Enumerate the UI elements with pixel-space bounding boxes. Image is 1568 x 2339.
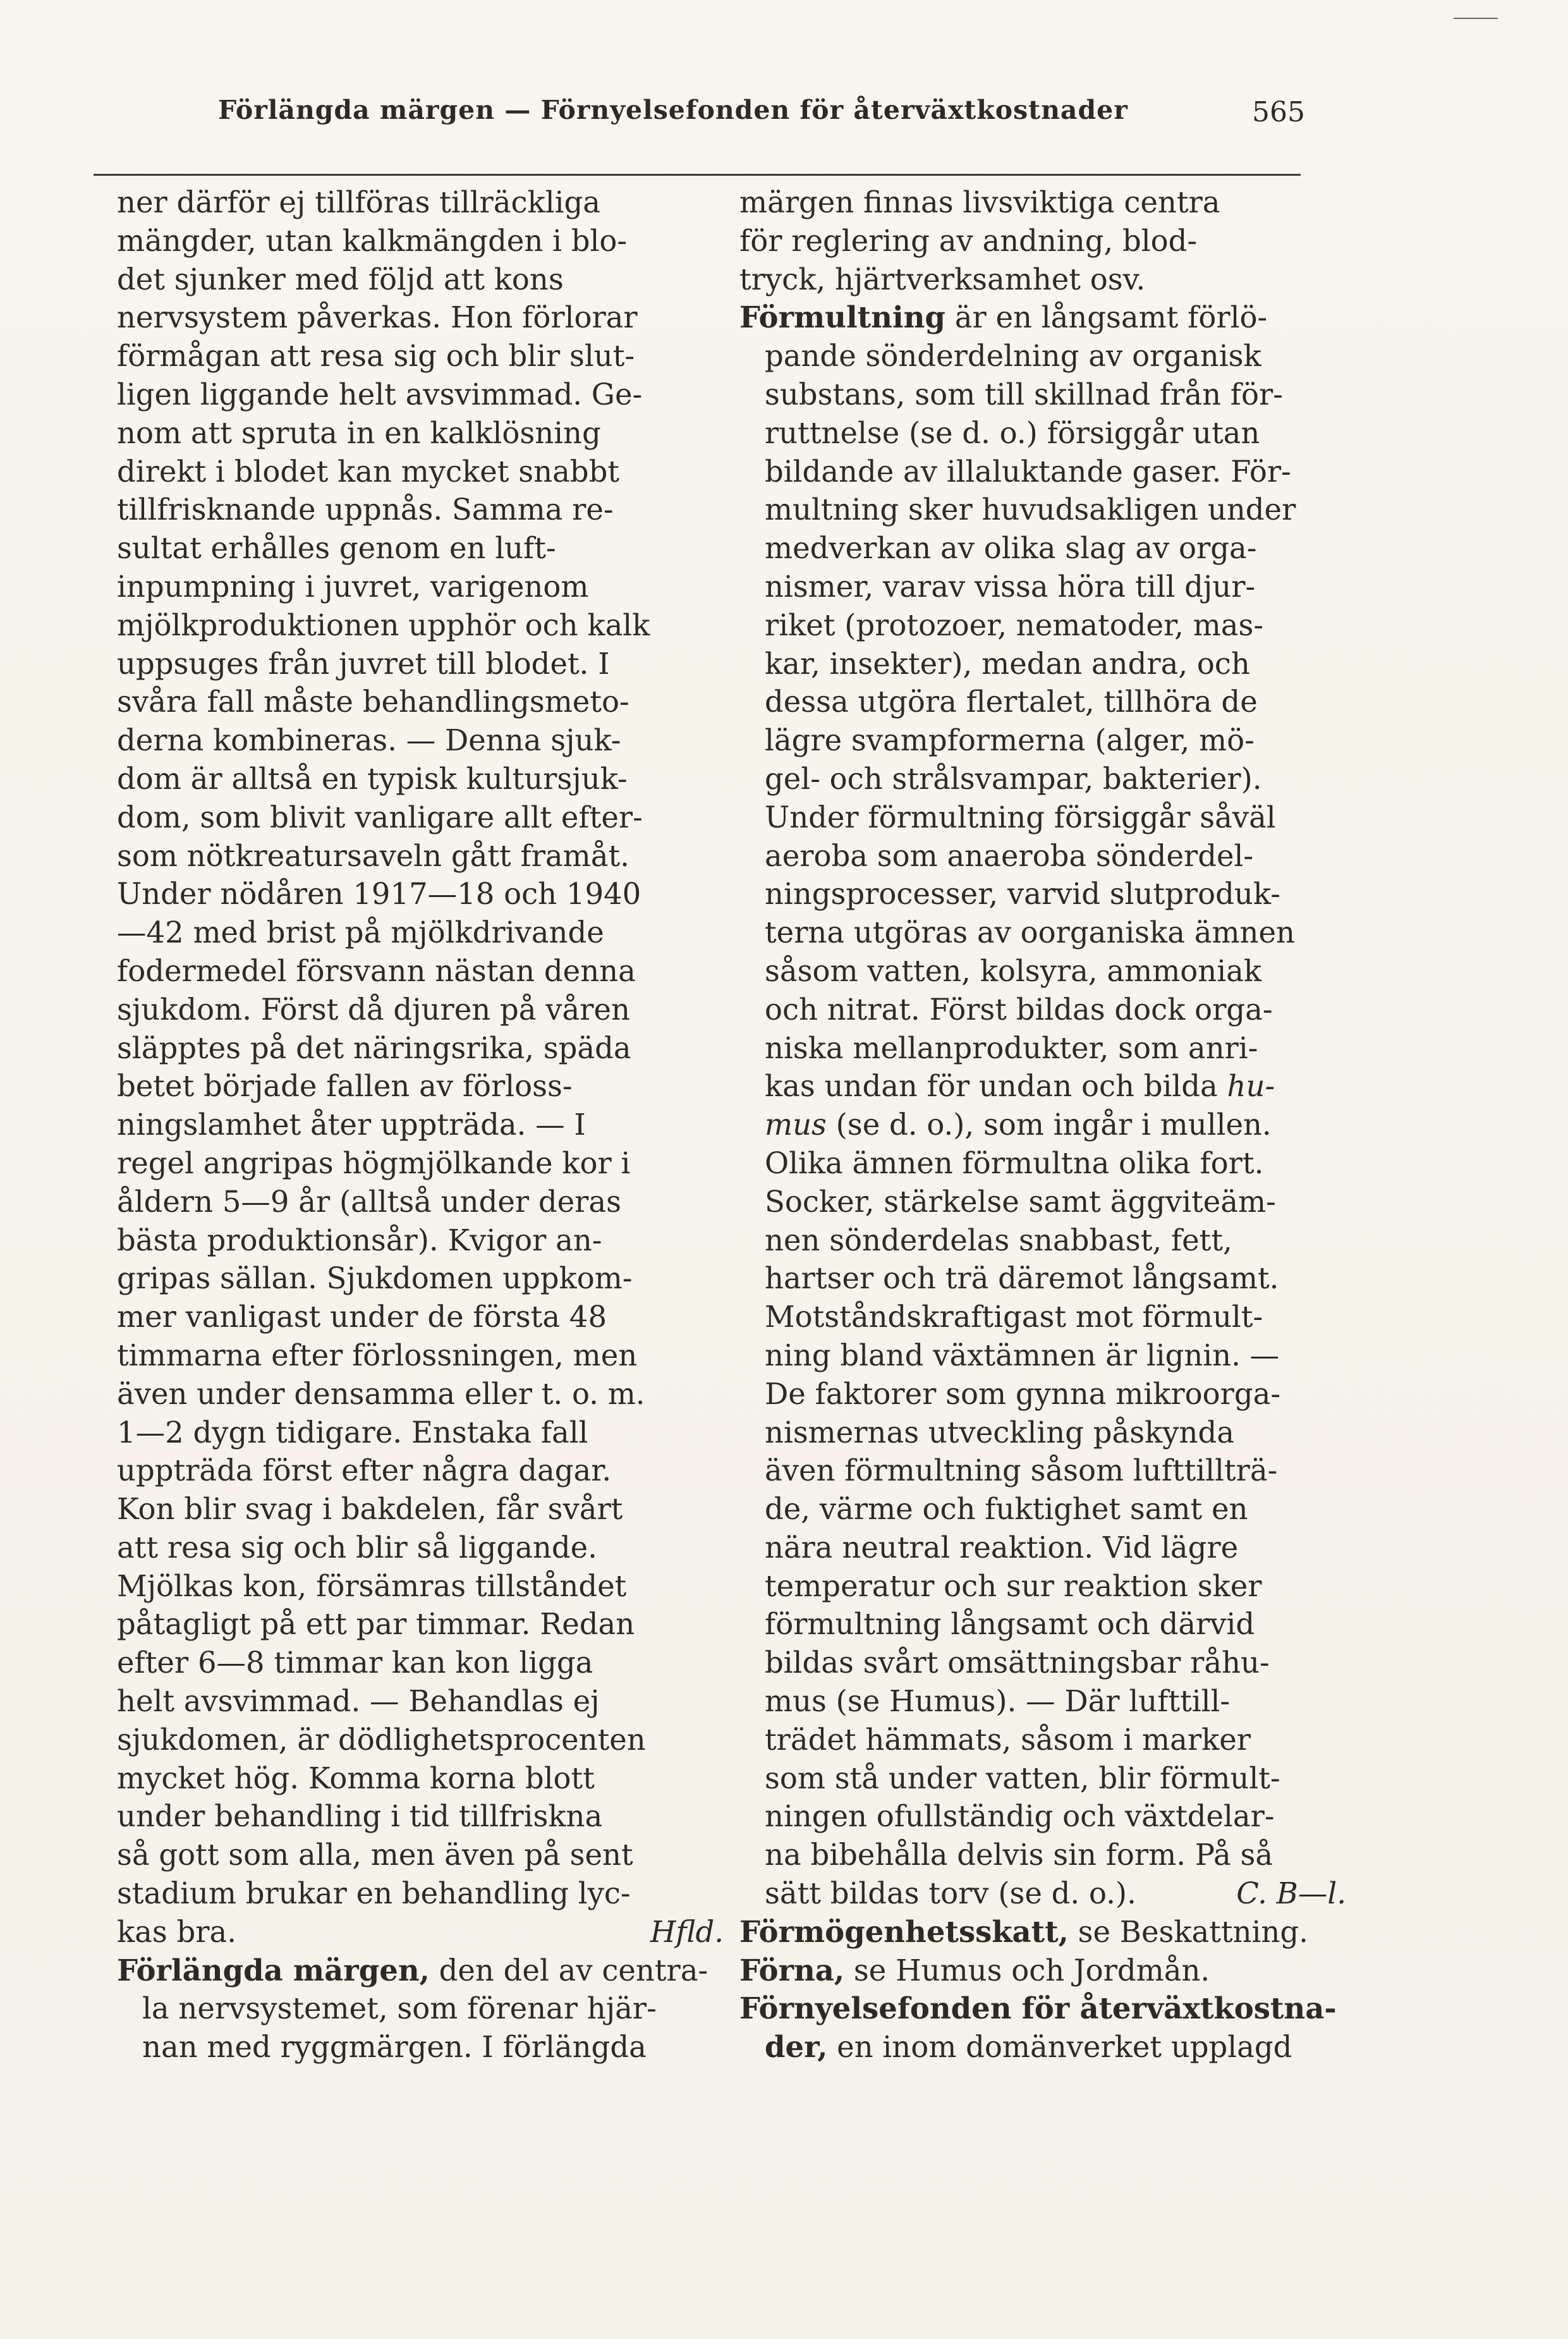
text-line: [739, 1874, 1346, 1913]
line-text: kas bra.: [117, 1914, 237, 1949]
line-text: derna kombineras. — Denna sjuk-: [117, 723, 621, 758]
line-text: nan med ryggmärgen. I förlängda: [142, 2030, 647, 2065]
text-line: [117, 2028, 724, 2067]
text-line: [117, 1567, 724, 1606]
text-line: [739, 260, 1346, 299]
line-text: under behandling i tid tillfriskna: [117, 1799, 603, 1834]
text-line: [739, 453, 1346, 491]
text-line: [739, 952, 1346, 991]
line-text: släpptes på det näringsrika, späda: [117, 1030, 631, 1065]
line-text: nen sönderdelas snabbast, fett,: [765, 1223, 1232, 1257]
text-line: [739, 1029, 1346, 1068]
line-text: riket (protozoer, nematoder, mas-: [765, 608, 1264, 642]
line-text: betet började fallen av förloss-: [117, 1069, 573, 1104]
line-text: som stå under vatten, blir förmult-: [765, 1761, 1280, 1795]
line-text: det sjunker med följd att kons: [117, 262, 564, 296]
line-text: mängder, utan kalkmängden i blo-: [117, 223, 628, 258]
text-line: [117, 837, 724, 876]
line-text: svåra fall måste behandlingsmeto-: [117, 685, 629, 719]
line-text: De faktorer som gynna mikroorga-: [765, 1376, 1281, 1411]
text-line: [117, 568, 724, 606]
line-text: sätt bildas torv (se d. o.).: [765, 1876, 1136, 1911]
text-line: [117, 260, 724, 299]
text-line: [739, 1414, 1346, 1452]
text-line: [739, 760, 1346, 798]
line-text: mycket hög. Komma korna blott: [117, 1761, 595, 1795]
line-text: bildas svårt omsättningsbar råhu-: [765, 1646, 1270, 1680]
text-line: [117, 1490, 724, 1529]
text-line: [117, 337, 724, 376]
line-text: även förmultning såsom lufttillträ-: [765, 1453, 1278, 1488]
text-line: [739, 1451, 1346, 1490]
line-text: för reglering av andning, blod-: [739, 223, 1198, 258]
text-line: [739, 1183, 1346, 1221]
text-line: [739, 683, 1346, 721]
line-text: en inom domänverket upplagd: [827, 2030, 1292, 2065]
line-text: mjölkproduktionen upphör och kalk: [117, 608, 650, 642]
line-text: substans, som till skillnad från för-: [765, 377, 1283, 412]
italic-term: hu-: [1227, 1069, 1275, 1104]
line-text: kas undan för undan och bilda: [765, 1069, 1227, 1104]
line-text: ning bland växtämnen är lignin. —: [765, 1338, 1280, 1372]
line-text: ner därför ej tillföras tillräckliga: [117, 185, 600, 219]
line-text: gel- och strålsvampar, bakterier).: [765, 761, 1262, 796]
running-header: [218, 95, 1305, 145]
header-title: Förlängda märgen — Förnyelsefonden för återväxtkostnader: [218, 95, 1128, 125]
text-line: [739, 1144, 1346, 1183]
text-line: [117, 1682, 724, 1721]
text-line: [739, 1605, 1346, 1644]
text-line: [739, 183, 1346, 222]
text-line: [739, 222, 1346, 260]
line-text: och nitrat. Först bildas dock orga-: [765, 992, 1273, 1027]
text-line: [739, 1989, 1346, 2028]
line-text: direkt i blodet kan mycket snabbt: [117, 454, 620, 489]
line-text: nismer, varav vissa höra till djur-: [765, 569, 1256, 604]
text-line: [739, 1836, 1346, 1874]
line-text: kar, insekter), medan andra, och: [765, 646, 1250, 681]
line-text: dom, som blivit vanligare allt efter-: [117, 800, 643, 834]
text-line: [117, 414, 724, 453]
line-text: tillfrisknande uppnås. Samma re-: [117, 492, 614, 527]
line-text: stadium brukar en behandling lyc-: [117, 1876, 631, 1911]
line-text: trädet hämmats, såsom i marker: [765, 1722, 1251, 1757]
text-line: [117, 529, 724, 568]
text-line: [739, 1951, 1346, 1990]
line-text: dom är alltså en typisk kultursjuk-: [117, 761, 628, 796]
text-line: [117, 913, 724, 952]
line-text: se Humus och Jordmån.: [844, 1953, 1210, 1988]
text-line: [117, 1605, 724, 1644]
line-text: Under förmultning försiggår såväl: [765, 800, 1276, 834]
text-line: [117, 1836, 724, 1874]
line-text: hartser och trä däremot långsamt.: [765, 1261, 1279, 1296]
line-text: 1—2 dygn tidigare. Enstaka fall: [117, 1415, 588, 1450]
line-text: Under nödåren 1917—18 och 1940: [117, 877, 641, 912]
text-line: [739, 529, 1346, 568]
author-signature: Hfld.: [650, 1914, 724, 1949]
line-text: la nervsystemet, som förenar hjär-: [142, 1991, 657, 2026]
text-line: [739, 1259, 1346, 1298]
text-line: [117, 1375, 724, 1414]
entry-headword: der,: [765, 2029, 828, 2065]
text-line: [117, 298, 724, 337]
text-line: [117, 1529, 724, 1567]
line-text: de, värme och fuktighet samt en: [765, 1492, 1248, 1527]
line-text: även under densamma eller t. o. m.: [117, 1376, 645, 1411]
text-line: [739, 1221, 1346, 1260]
line-text: na bibehålla delvis sin form. På så: [765, 1838, 1273, 1872]
text-line: [117, 875, 724, 913]
text-line: [117, 1336, 724, 1375]
text-line: [117, 606, 724, 645]
line-text: Mjölkas kon, försämras tillståndet: [117, 1568, 627, 1603]
author-signature: C. B—l.: [1236, 1876, 1346, 1911]
text-line: [117, 1414, 724, 1452]
line-text: den del av centra-: [429, 1953, 708, 1988]
text-line: [739, 1375, 1346, 1414]
text-line: [117, 1298, 724, 1336]
text-line: [117, 952, 724, 991]
text-line: [117, 1221, 724, 1260]
text-line: [739, 991, 1346, 1029]
line-text: åldern 5—9 år (alltså under deras: [117, 1184, 621, 1219]
text-line: [739, 875, 1346, 913]
text-line: [117, 991, 724, 1029]
text-line: [739, 298, 1346, 337]
text-line: [117, 645, 724, 683]
text-line: [739, 1529, 1346, 1567]
entry-headword: Förmultning: [739, 300, 945, 335]
line-text: terna utgöras av oorganiska ämnen: [765, 915, 1295, 950]
line-text: uppträda först efter några dagar.: [117, 1453, 612, 1488]
line-text: förmågan att resa sig och blir slut-: [117, 339, 635, 374]
text-line: [117, 1644, 724, 1682]
text-line: [739, 913, 1346, 952]
line-text: efter 6—8 timmar kan kon ligga: [117, 1646, 593, 1680]
text-line: [739, 798, 1346, 837]
line-text: tryck, hjärtverksamhet osv.: [739, 262, 1146, 296]
line-text: medverkan av olika slag av orga-: [765, 531, 1257, 566]
line-text: såsom vatten, kolsyra, ammoniak: [765, 953, 1262, 988]
line-text: (se d. o.), som ingår i mullen.: [826, 1108, 1272, 1142]
entry-headword: Förna,: [739, 1952, 845, 1988]
italic-term: mus: [765, 1108, 827, 1142]
text-line: [739, 1567, 1346, 1606]
text-line: [117, 183, 724, 222]
text-line: [739, 721, 1346, 760]
text-line: [739, 1682, 1346, 1721]
text-line: [117, 453, 724, 491]
line-text: ningen ofullständig och växtdelar-: [765, 1799, 1275, 1834]
line-text: ligen liggande helt avsvimmad. Ge-: [117, 377, 643, 412]
text-line: [739, 606, 1346, 645]
line-text: Kon blir svag i bakdelen, får svårt: [117, 1492, 623, 1527]
line-text: Socker, stärkelse samt äggviteäm-: [765, 1184, 1276, 1219]
line-text: sultat erhålles genom en luft-: [117, 531, 556, 566]
line-text: regel angripas högmjölkande kor i: [117, 1145, 631, 1180]
text-line: [117, 1451, 724, 1490]
line-text: lägre svampformerna (alger, mö-: [765, 723, 1255, 758]
page-number: 565: [1252, 96, 1305, 128]
text-line: [739, 837, 1346, 876]
text-line: [117, 1106, 724, 1144]
right-text-column: [739, 183, 1346, 2067]
line-text: Motståndskraftigast mot förmult-: [765, 1300, 1263, 1334]
text-line: [739, 2028, 1346, 2067]
entry-headword: Förnyelsefonden för återväxtkostna-: [739, 1991, 1337, 2026]
text-line: [117, 1259, 724, 1298]
line-text: Olika ämnen förmultna olika fort.: [765, 1145, 1264, 1180]
header-rule: [94, 174, 1301, 176]
line-text: märgen finnas livsviktiga centra: [739, 185, 1220, 219]
line-text: multning sker huvudsakligen under: [765, 492, 1296, 527]
line-text: pande sönderdelning av organisk: [765, 339, 1261, 374]
text-line: [117, 491, 724, 529]
line-text: ningslamhet åter uppträda. — I: [117, 1108, 586, 1142]
line-text: dessa utgöra flertalet, tillhöra de: [765, 685, 1258, 719]
line-text: aeroba som anaeroba sönderdel-: [765, 838, 1254, 873]
text-line: [117, 1874, 724, 1913]
line-text: nom att spruta in en kalklösning: [117, 415, 601, 450]
text-line: [739, 1336, 1346, 1375]
line-text: att resa sig och blir så liggande.: [117, 1530, 597, 1565]
line-text: nervsystem påverkas. Hon förlorar: [117, 300, 638, 335]
line-text: —42 med brist på mjölkdrivande: [117, 915, 604, 950]
line-text: ningsprocesser, varvid slutproduk-: [765, 877, 1280, 912]
line-text: påtagligt på ett par timmar. Redan: [117, 1607, 635, 1642]
entry-headword: Förlängda märgen,: [117, 1952, 430, 1988]
line-text: niska mellanprodukter, som anri-: [765, 1030, 1258, 1065]
line-text: bästa produktionsår). Kvigor an-: [117, 1223, 602, 1257]
text-line: [117, 721, 724, 760]
line-text: se Beskattning.: [1068, 1914, 1308, 1949]
text-line: [117, 376, 724, 414]
line-text: temperatur och sur reaktion sker: [765, 1568, 1262, 1603]
text-line: [739, 1759, 1346, 1798]
text-line: [739, 1721, 1346, 1759]
text-line: [117, 1951, 724, 1990]
line-text: fodermedel försvann nästan denna: [117, 953, 636, 988]
text-line: [117, 222, 724, 260]
text-line: [739, 337, 1346, 376]
text-line: [117, 1029, 724, 1068]
text-line: [117, 1067, 724, 1106]
line-text: uppsuges från juvret till blodet. I: [117, 646, 610, 681]
text-line: [117, 1797, 724, 1836]
text-line: [739, 645, 1346, 683]
text-line: [117, 1144, 724, 1183]
text-line: [117, 760, 724, 798]
line-text: mer vanligast under de första 48: [117, 1300, 607, 1334]
entry-headword: Förmögenhetsskatt,: [739, 1914, 1069, 1949]
text-line: [117, 1913, 724, 1951]
left-text-column: [117, 183, 724, 2067]
text-line: [739, 414, 1346, 453]
line-text: inpumpning i juvret, varigenom: [117, 569, 589, 604]
text-line: [117, 1721, 724, 1759]
text-line: [739, 1490, 1346, 1529]
text-line: [739, 491, 1346, 529]
text-line: [739, 1913, 1346, 1951]
line-text: sjukdomen, är dödlighetsprocenten: [117, 1722, 646, 1757]
line-text: mus (se Humus). — Där lufttill-: [765, 1684, 1231, 1719]
line-text: bildande av illaluktande gaser. För-: [765, 454, 1291, 489]
text-line: [739, 376, 1346, 414]
text-line: [117, 1183, 724, 1221]
line-text: timmarna efter förlossningen, men: [117, 1338, 638, 1372]
line-text: sjukdom. Först då djuren på våren: [117, 992, 630, 1027]
text-line: [739, 1797, 1346, 1836]
text-line: [117, 1759, 724, 1798]
text-line: [117, 1989, 724, 2028]
text-line: [117, 798, 724, 837]
line-text: nära neutral reaktion. Vid lägre: [765, 1530, 1239, 1565]
line-text: ruttnelse (se d. o.) försiggår utan: [765, 415, 1260, 450]
text-line: [117, 683, 724, 721]
line-text: som nötkreatursaveln gått framåt.: [117, 838, 629, 873]
text-line: [739, 1298, 1346, 1336]
page-edge-mark: [1454, 18, 1498, 19]
text-line: [739, 568, 1346, 606]
text-line: [739, 1644, 1346, 1682]
line-text: förmultning långsamt och därvid: [765, 1607, 1255, 1642]
text-line: [739, 1106, 1346, 1144]
text-line: [739, 1067, 1346, 1106]
line-text: så gott som alla, men även på sent: [117, 1838, 633, 1872]
line-text: helt avsvimmad. — Behandlas ej: [117, 1684, 600, 1719]
line-text: är en långsamt förlö-: [945, 300, 1268, 335]
line-text: nismernas utveckling påskynda: [765, 1415, 1234, 1450]
line-text: gripas sällan. Sjukdomen uppkom-: [117, 1261, 633, 1296]
